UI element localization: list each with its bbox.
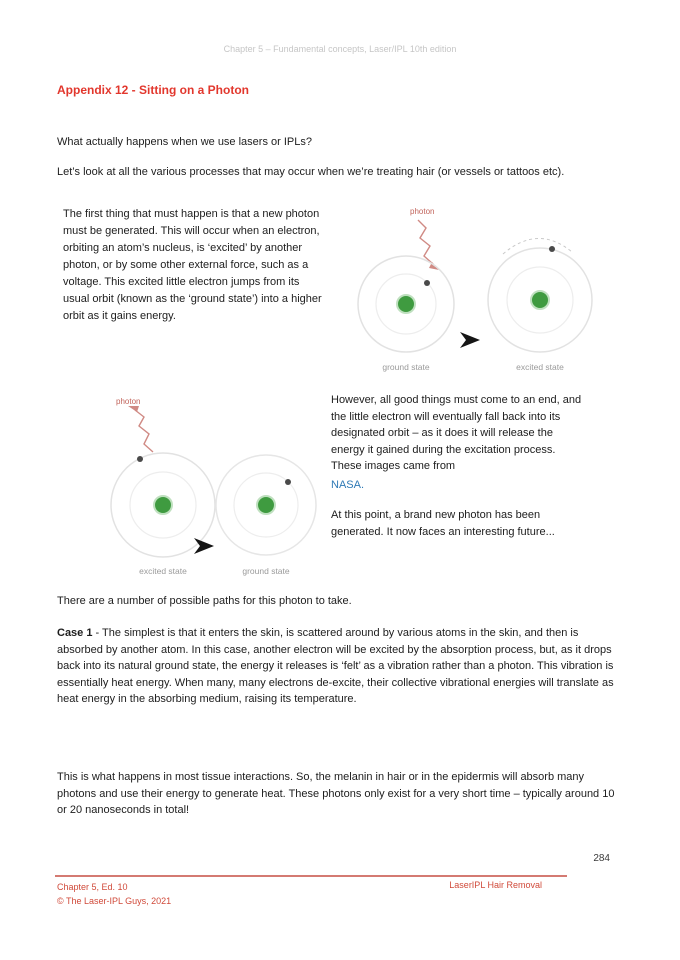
figure-caption-right: ground state [242,566,290,576]
electron-icon [549,246,555,252]
deexcitation-diagram [58,390,328,580]
atom-excited-state [488,238,592,352]
electron-icon [285,479,291,485]
tissue-interaction-paragraph: This is what happens in most tissue interactions. So, the melanin in hair or in the epidermis will absorb many photons and use their energy to generate heat. These photons only exist for a very short time – typically around 10 or 20 nanoseconds in total! [57,771,615,816]
deexcitation-block [331,392,583,540]
figure-caption-left: excited state [139,566,187,576]
right-arrow-icon [460,332,480,348]
figure-caption-left: ground state [382,362,430,372]
photon-label: photon [116,397,141,406]
deexcitation-paragraph: However, all good things must come to an end, and the little electron will eventually fall back into its designated orbit – as it does it will release the energy it gained during the excitation process. These images came from [331,394,582,472]
photon-wave-icon [135,410,153,452]
excitation-paragraph: The first thing that must happen is that a new photon must be generated. This will occur when an electron, orbiting an atom’s nucleus, is ‘excited’ by another photon, or by some other external force, such as a voltage. This excited little electron jumps from its usual orbit (known as the ‘ground state’) into a higher orbit as it gains energy. [63,208,322,323]
case1-text: - The simplest is that it enters the skin, is scattered around by various atoms in the skin, and then is absorbed by another atom. In this case, another electron will be excited by the absorption process, but, as it drops back into its natural ground state, the energy it releases is ‘felt’ as a vibration rather than a photon. This vibration is essentially heat energy. When many, many electrons de-excite, their collective vibrational energies will translate as heat energy in the absorbing medium, raising its temperature. [57,627,614,705]
excitation-diagram [338,196,608,376]
page-number: 284 [593,853,610,864]
figure-caption-right: excited state [516,362,564,372]
case1-paragraph [57,625,619,708]
case1-label: Case 1 [57,627,93,639]
nucleus-icon [154,496,172,514]
electron-jump-path-icon [503,238,572,254]
nasa-link[interactable]: NASA. [331,478,365,491]
running-header: Chapter 5 – Fundamental concepts, Laser/IPL 10th edition [223,44,457,54]
nucleus-icon [397,295,415,313]
figure-excitation [338,196,608,376]
nucleus-icon [531,291,549,309]
footer-copyright: © The Laser-IPL Guys, 2021 [57,896,172,907]
footer-left [57,880,171,909]
footer-chapter: Chapter 5, Ed. 10 [57,882,128,892]
intro-question: What actually happens when we use lasers or IPLs? [57,136,312,148]
footer-book-title: LaserIPL Hair Removal [449,880,542,890]
page-title: Appendix 12 - Sitting on a Photon [57,83,249,97]
paths-intro-paragraph: There are a number of possible paths for this photon to take. [57,595,352,607]
new-photon-paragraph: At this point, a brand new photon has been generated. It now faces an interesting future... [331,509,555,538]
electron-icon [424,280,430,286]
right-arrow-icon [194,538,214,554]
photon-label: photon [410,207,435,216]
electron-icon [137,456,143,462]
footer-rule [55,875,567,877]
nucleus-icon [257,496,275,514]
intro-paragraph: Let’s look at all the various processes that may occur when we’re treating hair (or vessels or tattoos etc). [57,166,565,178]
atom-ground-state [358,256,454,352]
figure-deexcitation [58,390,328,580]
atom-ground-state [216,455,316,555]
